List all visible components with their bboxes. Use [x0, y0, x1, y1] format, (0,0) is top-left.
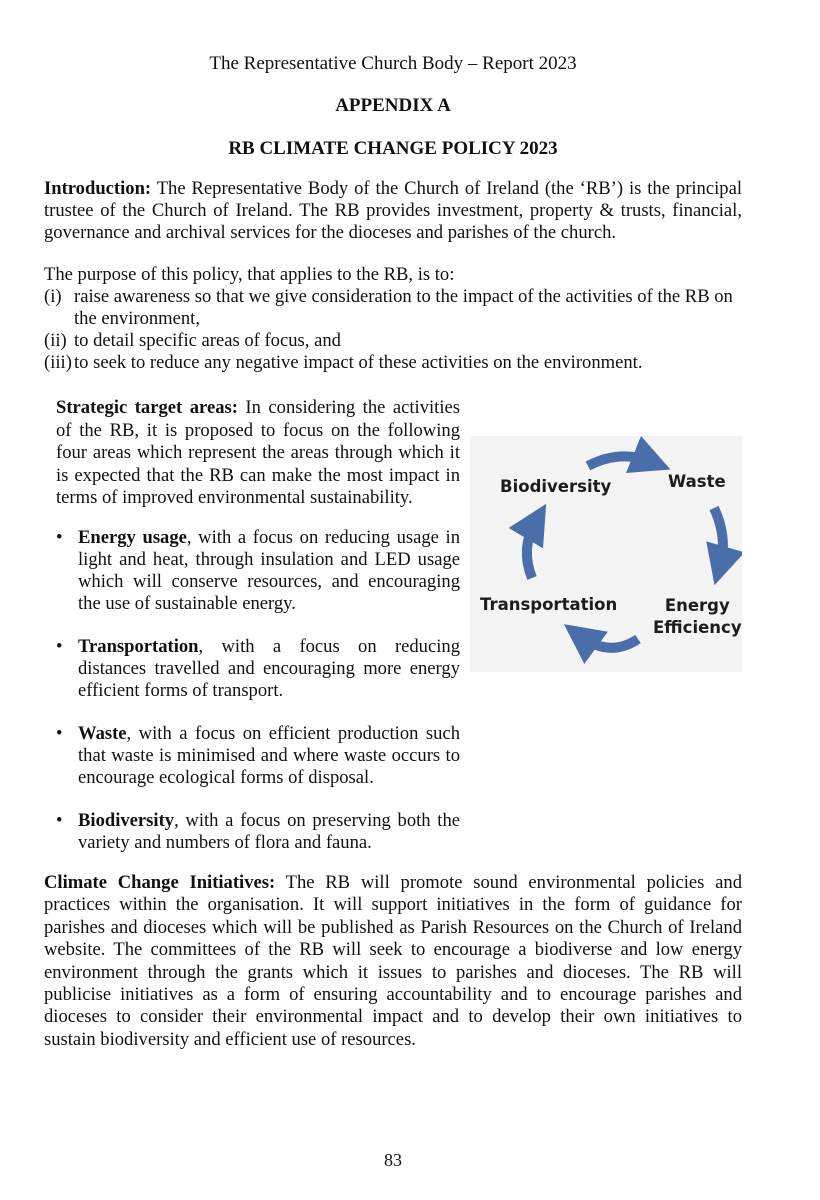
focus-area-title: Biodiversity — [78, 810, 175, 831]
cycle-diagram — [470, 436, 742, 672]
focus-area-text: , with a focus on reducing usage in light and heat, through insulation and LED usage which will conserve resources, and encouraging the use of sustainable energy. — [78, 527, 460, 614]
bullet-icon: • — [56, 527, 63, 548]
policy-title: RB CLIMATE CHANGE POLICY 2023 — [228, 138, 558, 159]
introduction-text: The Representative Body of the Church of Ireland (the ‘RB’) is the principal trustee of the Church of Ireland. The RB provides investment, property & trusts, financial, governance and archival services for the dioceses and parishes of the church. — [44, 178, 742, 243]
strategic-text: In considering the activities of the RB, it is proposed to focus on the following four areas which represent the areas through which it is expected that the RB can make the most impact in terms of improved environmental sustainability. — [56, 397, 460, 508]
strategic-label: Strategic target areas: — [56, 397, 238, 418]
purpose-item-text: to detail specific areas of focus, and — [74, 330, 341, 351]
running-header: The Representative Church Body – Report 2023 — [209, 53, 577, 74]
purpose-item — [44, 352, 754, 374]
arrow-energy-to-transportation — [580, 636, 638, 648]
purpose-item-number: (ii) — [44, 330, 67, 351]
appendix-title: APPENDIX A — [335, 95, 451, 116]
purpose-list — [44, 286, 754, 374]
focus-area-item — [56, 810, 460, 854]
strategic-paragraph — [56, 397, 460, 510]
label-biodiversity: Biodiversity — [500, 477, 612, 496]
bullet-icon: • — [56, 636, 63, 657]
purpose-item — [44, 286, 754, 330]
page-number: 83 — [384, 1150, 402, 1170]
purpose-lead: The purpose of this policy, that applies to the RB, is to: — [44, 264, 455, 285]
focus-area-text: , with a focus on reducing distances travelled and encouraging more energy efficient forms of transport. — [78, 636, 460, 701]
purpose-item-text: to seek to reduce any negative impact of these activities on the environment. — [74, 352, 643, 373]
focus-area-text: , with a focus on preserving both the variety and numbers of flora and fauna. — [78, 810, 460, 853]
label-energy-line1: Energy — [664, 596, 730, 615]
focus-area-title: Energy usage — [78, 527, 187, 548]
arrow-biodiversity-to-waste — [588, 456, 652, 466]
label-energy-line2: Efficiency — [653, 618, 742, 637]
bullet-icon: • — [56, 723, 63, 744]
focus-area-title: Transportation — [78, 636, 199, 657]
arrow-transportation-to-biodiversity — [527, 521, 536, 578]
purpose-item — [44, 330, 754, 352]
label-transportation: Transportation — [480, 595, 618, 614]
bullet-icon: • — [56, 810, 63, 831]
purpose-item-text: raise awareness so that we give consideration to the impact of the activities of the RB on the environment, — [74, 286, 733, 329]
initiatives-label: Climate Change Initiatives: — [44, 872, 276, 893]
label-energy-efficiency — [653, 595, 742, 639]
focus-area-title: Waste — [78, 723, 127, 744]
initiatives-paragraph — [44, 872, 742, 1051]
focus-area-text: , with a focus on efficient production such that waste is minimised and where waste occurs to encourage ecological forms of disposal. — [78, 723, 460, 788]
purpose-item-number: (iii) — [44, 352, 72, 373]
introduction-label: Introduction: — [44, 178, 152, 199]
initiatives-text: The RB will promote sound environmental policies and practices within the organisation. It will support initiatives in the form of guidance for parishes and dioceses which will be published as Parish Resources on the Church of Ireland website. The committees of the RB will seek to encourage a biodiverse and low energy environment through the grants which it issues to parishes and dioceses. The RB will publicise initiatives as a form of ensuring accountability and to encourage parishes and dioceses to consider their environmental impact and to develop their own initiatives to sustain biodiversity and efficient use of resources. — [44, 872, 743, 1050]
focus-area-item — [56, 527, 460, 615]
focus-area-item — [56, 723, 460, 789]
purpose-item-number: (i) — [44, 286, 62, 307]
focus-area-item — [56, 636, 460, 702]
introduction-paragraph — [44, 178, 742, 244]
focus-area-list — [56, 527, 460, 875]
arrow-waste-to-energy — [714, 508, 723, 566]
label-waste: Waste — [668, 472, 726, 491]
